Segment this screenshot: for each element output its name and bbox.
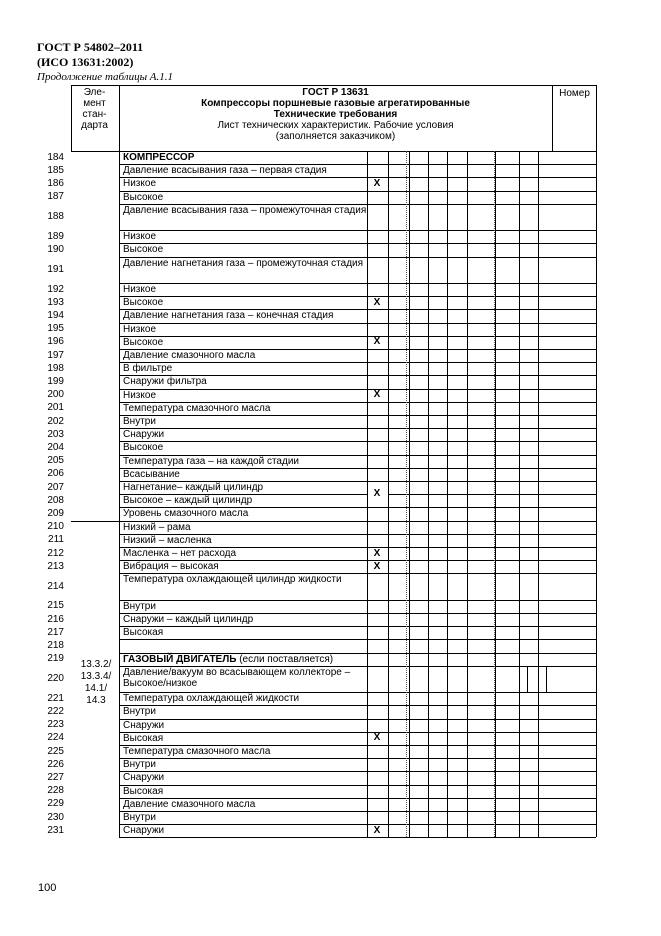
row-divider (119, 613, 596, 614)
row-divider (119, 771, 596, 772)
row-number: 201 (47, 402, 64, 414)
row-divider (119, 824, 596, 825)
row-description: Снаружи (123, 719, 165, 731)
grid-line (495, 151, 496, 837)
row-description (123, 152, 367, 164)
row-divider (119, 666, 596, 667)
row-description: Низкое (123, 284, 157, 295)
ref-line: 13.3.2/ (80, 659, 112, 670)
row-description: Высокая (123, 732, 164, 744)
row-number: 210 (47, 521, 64, 533)
row-number: 221 (47, 692, 64, 704)
row-divider (119, 428, 596, 429)
row-mark: X (373, 824, 381, 836)
row-description: Высокая (123, 627, 164, 639)
title-line: Лист технических характеристик. Рабочие условия (217, 120, 454, 131)
grid-line (596, 85, 597, 151)
row-number: 203 (47, 428, 64, 440)
row-description: Давление/вакуум во всасывающем коллекторе – Высокое/низкое (123, 666, 351, 690)
row-description: Снаружи (123, 825, 165, 837)
row-description: Давление всасывания газа – первая стадия (123, 165, 327, 177)
row-number: 187 (47, 191, 64, 203)
grid-line (596, 151, 597, 837)
row-number: 212 (47, 547, 64, 559)
row-number: 206 (47, 468, 64, 480)
title-line: (заполняется заказчиком) (275, 131, 396, 142)
row-number: 231 (47, 824, 64, 836)
row-description: Низкое (123, 389, 157, 401)
row-description (123, 654, 367, 666)
row-number: 209 (47, 508, 64, 519)
row-number: 218 (47, 640, 64, 651)
row-description: Давление смазочного масла (123, 350, 256, 361)
row-number: 197 (47, 349, 64, 361)
row-divider (119, 521, 596, 522)
row-divider (119, 547, 596, 548)
title-line: Технические требования (273, 109, 398, 120)
row-divider (119, 323, 596, 324)
row-number: 194 (47, 310, 64, 321)
row-mark: X (373, 178, 381, 189)
row-divider (119, 507, 596, 508)
title-line: ГОСТ Р 13631 (302, 87, 369, 98)
row-divider (119, 415, 596, 416)
row-number: 184 (47, 151, 64, 163)
row-number: 196 (47, 336, 64, 348)
row-description: В фильтре (123, 363, 173, 375)
header-line: стан- (82, 109, 107, 120)
grid-line (467, 151, 468, 837)
row-number: 195 (47, 323, 64, 335)
row-description: Внутри (123, 706, 156, 718)
row-description: Уровень смазочного масла (123, 508, 249, 520)
row-description: Всасывание (123, 468, 180, 480)
row-description: Внутри (123, 600, 156, 612)
title-line: Компрессоры поршневые газовые агрегатированные (201, 98, 470, 109)
row-description: Низкий – рама (123, 521, 191, 533)
row-number: 219 (47, 653, 64, 665)
row-divider (119, 573, 596, 574)
table-title (119, 87, 552, 142)
row-number: 192 (47, 283, 64, 295)
row-divider (119, 626, 596, 627)
row-number: 220 (47, 673, 64, 684)
row-description: Снаружи (123, 772, 165, 784)
row-mark: X (373, 296, 381, 308)
row-divider (119, 653, 596, 654)
row-divider (119, 468, 596, 469)
row-divider (119, 151, 596, 152)
grid-line (71, 85, 72, 151)
row-number: 200 (47, 389, 64, 401)
row-divider (119, 745, 596, 746)
row-number: 188 (47, 211, 64, 222)
block-divider (71, 521, 119, 522)
row-divider (119, 785, 596, 786)
row-description: Давление нагнетания газа – промежуточная стадия (123, 257, 364, 269)
iso-code: (ИСО 13631:2002) (37, 55, 134, 69)
page-number: 100 (38, 882, 57, 894)
row-description: Высокое (123, 191, 164, 203)
row-description: Высокое (123, 244, 164, 256)
row-divider (119, 837, 596, 838)
row-number: 189 (47, 230, 64, 242)
standard-code: ГОСТ Р 54802–2011 (37, 40, 144, 54)
row-number: 205 (47, 455, 64, 467)
row-number: 202 (47, 415, 64, 427)
row-description: Нагнетание– каждый цилиндр (123, 482, 264, 493)
row-number: 208 (47, 494, 64, 506)
row-divider (119, 243, 596, 244)
row-divider (119, 296, 596, 297)
row-number: 225 (47, 745, 64, 757)
row-description: Давление нагнетания газа – конечная стадия (123, 310, 334, 322)
row-divider (119, 164, 596, 165)
standard-reference (72, 659, 120, 707)
row-divider (119, 230, 596, 231)
row-divider (119, 600, 596, 601)
ref-line: 14.1/ (84, 683, 108, 694)
row-mark: X (373, 547, 381, 559)
row-description: Низкое (123, 178, 157, 190)
row-number: 223 (47, 719, 64, 731)
row-mark: X (373, 389, 381, 401)
row-divider (119, 719, 596, 720)
row-number: 224 (47, 732, 64, 744)
row-number: 222 (47, 706, 64, 717)
row-number: 193 (47, 296, 64, 308)
row-divider (119, 362, 596, 363)
row-divider (119, 481, 596, 482)
row-description: Температура охлаждающей жидкости (123, 693, 300, 705)
section-heading: ГАЗОВЫЙ ДВИГАТЕЛЬ (123, 653, 237, 665)
row-number: 204 (47, 442, 64, 453)
row-description: Снаружи фильтра (123, 376, 207, 388)
grid-line (538, 151, 539, 837)
table-top-border (71, 85, 596, 86)
row-description: Вибрация – высокая (123, 561, 219, 573)
grid-line (388, 151, 389, 837)
row-description: Внутри (123, 812, 156, 823)
row-number: 213 (47, 560, 64, 572)
row-divider (119, 692, 596, 693)
row-description: Высокое (123, 297, 164, 309)
row-divider (119, 811, 596, 812)
row-divider (119, 402, 596, 403)
row-description: Снаружи – каждый цилиндр (123, 614, 254, 625)
row-description: Внутри (123, 759, 156, 771)
section-heading-note: (если поставляется) (236, 653, 334, 665)
row-divider (119, 732, 596, 733)
row-number: 230 (47, 811, 64, 823)
row-divider (119, 639, 596, 640)
grid-line (519, 151, 520, 837)
grid-line (527, 666, 528, 692)
row-divider (119, 309, 596, 310)
row-description: Низкое (123, 231, 157, 243)
ref-line: 13.3.4/ (80, 671, 112, 682)
specification-table (47, 85, 596, 845)
grid-line (552, 85, 553, 151)
row-number: 199 (47, 376, 64, 387)
row-divider (119, 441, 596, 442)
grid-line-dotted (406, 151, 407, 837)
row-divider (119, 191, 596, 192)
row-number: 226 (47, 758, 64, 770)
row-divider (119, 375, 596, 376)
row-description: Низкий – масленка (123, 534, 212, 546)
row-number: 214 (47, 580, 64, 592)
row-divider (119, 534, 596, 535)
row-description: Температура газа – на каждой стадии (123, 455, 299, 467)
section-heading: КОМПРЕССОР (123, 152, 195, 163)
row-number: 190 (47, 244, 64, 255)
grid-line (367, 151, 368, 837)
row-description: Низкое (123, 323, 157, 335)
grid-line-dotted (494, 151, 495, 837)
row-description: Высокое (123, 442, 164, 454)
row-divider (119, 560, 596, 561)
grid-line (409, 151, 410, 837)
ref-line: 14.3 (86, 695, 106, 706)
row-divider (119, 798, 596, 799)
row-divider (388, 494, 596, 495)
row-description: Температура смазочного масла (123, 402, 271, 414)
header-line: Эле- (83, 87, 106, 98)
row-description: Давление смазочного масла (123, 798, 256, 810)
row-number: 185 (47, 164, 64, 176)
row-number: 191 (47, 263, 64, 275)
row-description: Высокое – каждый цилиндр (123, 495, 253, 507)
row-divider (119, 177, 596, 178)
row-description: Внутри (123, 416, 156, 427)
row-description: Температура охлаждающей цилиндр жидкости (123, 574, 342, 586)
row-divider (119, 257, 596, 258)
table-continuation-label: Продолжение таблицы А.1.1 (37, 71, 173, 83)
row-number: 228 (47, 785, 64, 797)
row-divider (119, 336, 596, 337)
row-number: 229 (47, 798, 64, 810)
row-divider (119, 455, 596, 456)
row-number: 211 (48, 534, 64, 546)
row-number: 217 (47, 626, 64, 638)
row-number: 216 (47, 613, 64, 625)
row-description: Температура смазочного масла (123, 746, 271, 757)
number-column-header: Номер (559, 88, 590, 99)
row-divider (119, 349, 596, 350)
row-divider (119, 705, 596, 706)
row-mark: X (373, 732, 381, 744)
header-line: дарта (81, 120, 108, 131)
row-divider (119, 758, 596, 759)
row-description: Снаружи (123, 429, 165, 441)
row-number: 215 (47, 600, 64, 612)
row-number: 198 (47, 362, 64, 374)
row-description: Давление всасывания газа – промежуточная стадия (123, 204, 367, 216)
row-number: 207 (47, 481, 64, 493)
row-mark-merged: X (373, 488, 381, 500)
row-number: 227 (47, 772, 64, 783)
row-divider (119, 204, 596, 205)
row-divider (119, 283, 596, 284)
row-divider (119, 389, 596, 390)
row-description: Высокое (123, 336, 164, 348)
row-divider (119, 494, 367, 495)
element-column-header (71, 87, 118, 131)
grid-line (546, 666, 547, 692)
row-mark: X (373, 336, 381, 348)
header-line: мент (83, 98, 106, 109)
row-mark: X (373, 560, 381, 572)
grid-line (447, 151, 448, 837)
row-description: Высокая (123, 785, 164, 797)
grid-line (119, 85, 120, 837)
row-description: Масленка – нет расхода (123, 548, 237, 559)
row-number: 186 (47, 178, 64, 189)
grid-line (428, 151, 429, 837)
